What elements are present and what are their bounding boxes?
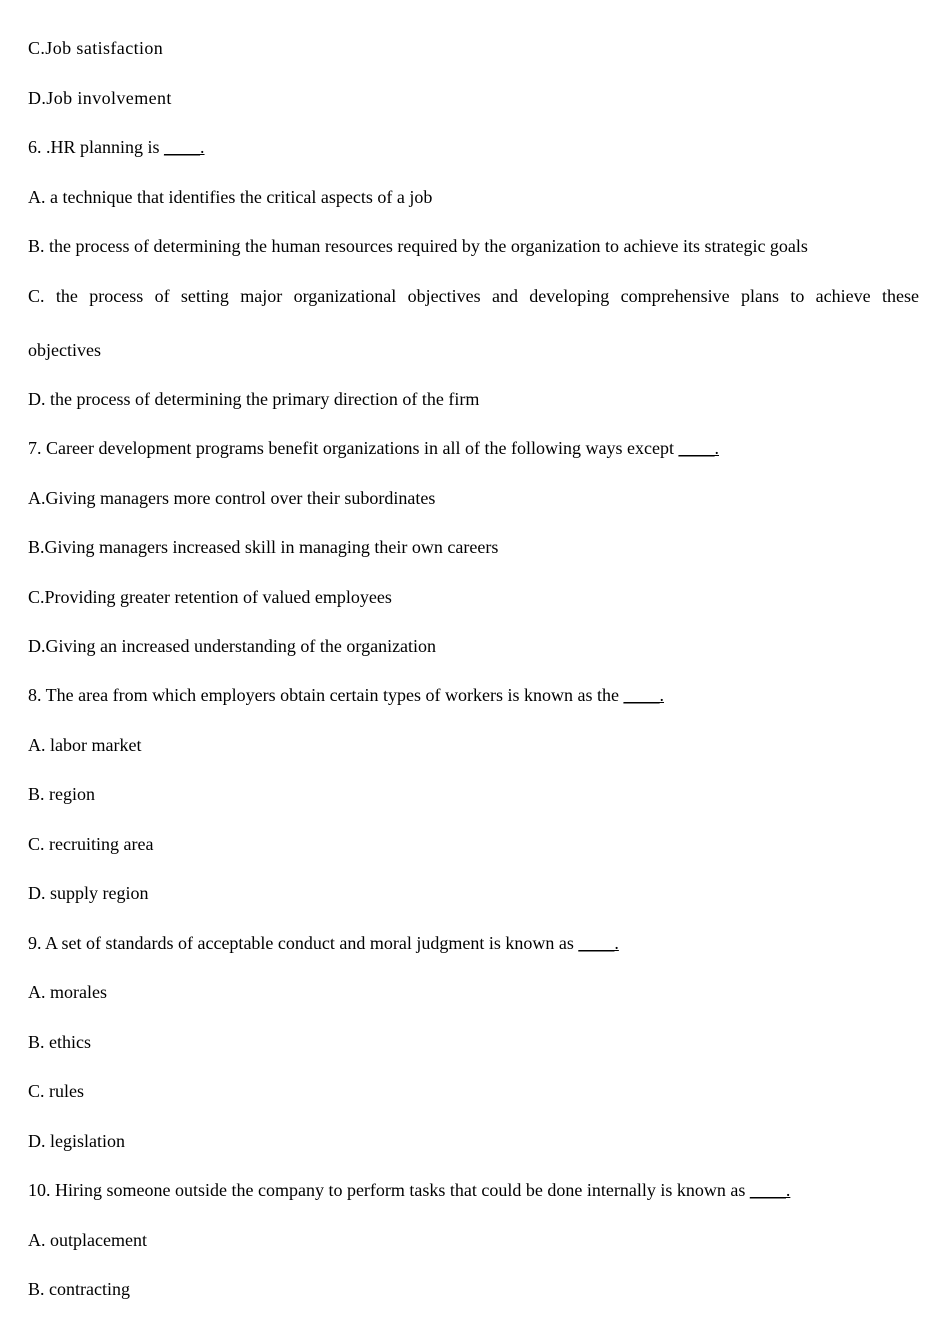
option-d-q6: D. the process of determining the primary direction of the firm — [28, 389, 480, 409]
option-d-q8: D. supply region — [28, 883, 149, 903]
question-10 — [28, 1179, 790, 1201]
option-c-q6-continued: objectives — [28, 340, 101, 360]
answer-blank: ____. — [749, 1180, 791, 1200]
answer-blank: ____. — [578, 933, 619, 953]
question-8-text: 8. The area from which employers obtain certain types of workers is known as the — [28, 685, 619, 705]
option-a-q9: A. morales — [28, 982, 107, 1002]
question-6 — [28, 136, 205, 158]
question-8 — [28, 684, 664, 706]
option-a-q8: A. labor market — [28, 735, 142, 755]
option-c-q6: C. the process of setting major organizational objectives and developing comprehensive plans to achieve these — [28, 286, 919, 306]
answer-blank: ____. — [678, 438, 719, 458]
option-c-q8: C. recruiting area — [28, 834, 154, 854]
answer-blank: ____. — [164, 137, 205, 157]
option-c-q5: C.Job satisfaction — [28, 38, 164, 58]
option-a-q10: A. outplacement — [28, 1230, 147, 1250]
answer-blank: ____. — [623, 685, 664, 705]
option-a-q6: A. a technique that identifies the critical aspects of a job — [28, 187, 433, 207]
option-b-q10: B. contracting — [28, 1279, 130, 1299]
option-d-q5: D.Job involvement — [28, 88, 172, 108]
option-d-q9: D. legislation — [28, 1131, 125, 1151]
question-7-text: 7. Career development programs benefit organizations in all of the following ways except — [28, 438, 674, 458]
question-6-text: 6. .HR planning is — [28, 137, 160, 157]
question-9-text: 9. A set of standards of acceptable conduct and moral judgment is known as — [28, 933, 574, 953]
option-b-q9: B. ethics — [28, 1032, 91, 1052]
option-c-q9: C. rules — [28, 1081, 84, 1101]
question-10-text: 10. Hiring someone outside the company to perform tasks that could be done internally is known as — [28, 1180, 746, 1200]
option-b-q7: B.Giving managers increased skill in managing their own careers — [28, 537, 499, 557]
option-a-q7: A.Giving managers more control over their subordinates — [28, 488, 436, 508]
option-d-q7: D.Giving an increased understanding of the organization — [28, 636, 437, 656]
question-9 — [28, 932, 619, 954]
option-c-q7: C.Providing greater retention of valued employees — [28, 587, 392, 607]
question-7 — [28, 437, 719, 459]
option-b-q8: B. region — [28, 784, 95, 804]
option-b-q6: B. the process of determining the human resources required by the organization to achieve its strategic goals — [28, 236, 808, 256]
